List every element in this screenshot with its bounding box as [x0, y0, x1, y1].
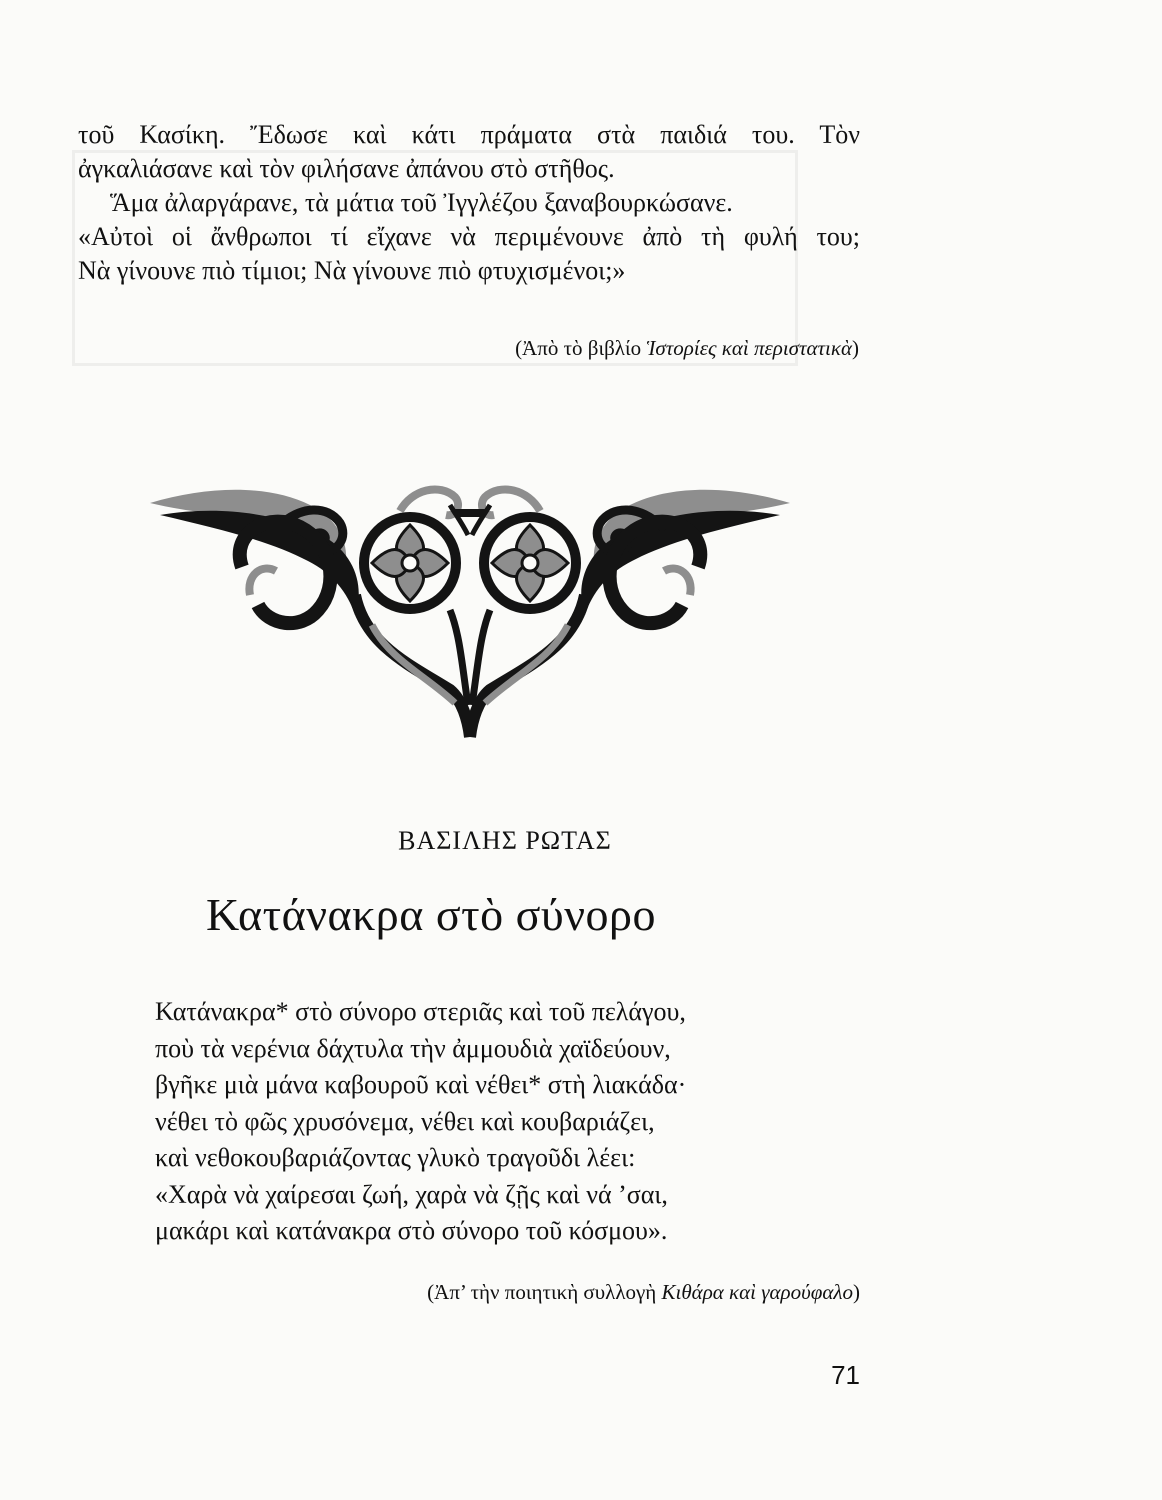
prose-source-citation	[515, 336, 859, 361]
prose-block	[78, 118, 860, 288]
citation-book-title: Ἱστορίες καὶ περιστατικὰ	[646, 336, 852, 360]
poem-line: βγῆκε μιὰ μάνα καβουροῦ καὶ νέθει* στὴ λιακάδα·	[155, 1070, 687, 1099]
author-name: ΒΑΣΙΛΗΣ ΡΩΤΑΣ	[398, 826, 612, 855]
prose-line: Ἅμα ἀλαργάρανε, τὰ μάτια τοῦ Ἰγγλέζου ξαναβουρκώσανε.	[110, 188, 733, 217]
citation-book-title: Κιθάρα καὶ γαρούφαλο	[661, 1280, 853, 1304]
poem-line: μακάρι καὶ κατάνακρα στὸ σύνορο τοῦ κόσμου».	[155, 1216, 668, 1245]
citation-prefix: (Ἀπὸ τὸ βιβλίο	[515, 336, 647, 360]
poem-line: Κατάνακρα* στὸ σύνορο στεριᾶς καὶ τοῦ πελάγου,	[155, 997, 686, 1026]
citation-suffix: )	[852, 336, 859, 360]
prose-line: «Αὐτοὶ οἱ ἄνθρωποι τί εἴχανε νὰ περιμένουνε ἀπὸ τὴ φυλή του;	[78, 222, 860, 251]
citation-prefix: (Ἀπ’ τὴν ποιητικὴ συλλογὴ	[427, 1280, 662, 1304]
decorative-ornament-icon	[150, 475, 790, 740]
poem-line: νέθει τὸ φῶς χρυσόνεμα, νέθει καὶ κουβαριάζει,	[155, 1106, 655, 1136]
citation-suffix: )	[853, 1280, 860, 1304]
prose-line: τοῦ Κασίκη. Ἔδωσε καὶ κάτι πράματα στὰ παιδιά του. Τὸν	[78, 120, 860, 149]
prose-line: Νὰ γίνουνε πιὸ τίμιοι; Νὰ γίνουνε πιὸ φτυχισμένοι;»	[78, 256, 626, 285]
page-number: 71	[831, 1360, 860, 1390]
poem-line: ποὺ τὰ νερένια δάχτυλα τὴν ἀμμουδιὰ χαϊδεύουν,	[155, 1033, 671, 1063]
prose-line: ἀγκαλιάσανε καὶ τὸν φιλήσανε ἀπάνου στὸ στῆθος.	[78, 154, 615, 183]
poem-body	[155, 994, 686, 1250]
poem-source-citation	[427, 1280, 860, 1305]
poem-line: «Χαρὰ νὰ χαίρεσαι ζωή, χαρὰ νὰ ζῇς καὶ νά ’σαι,	[155, 1179, 668, 1209]
poem-line: καὶ νεθοκουβαριάζοντας γλυκὸ τραγοῦδι λέει:	[155, 1143, 636, 1172]
poem-title: Κατάνακρα στὸ σύνορο	[206, 889, 656, 940]
